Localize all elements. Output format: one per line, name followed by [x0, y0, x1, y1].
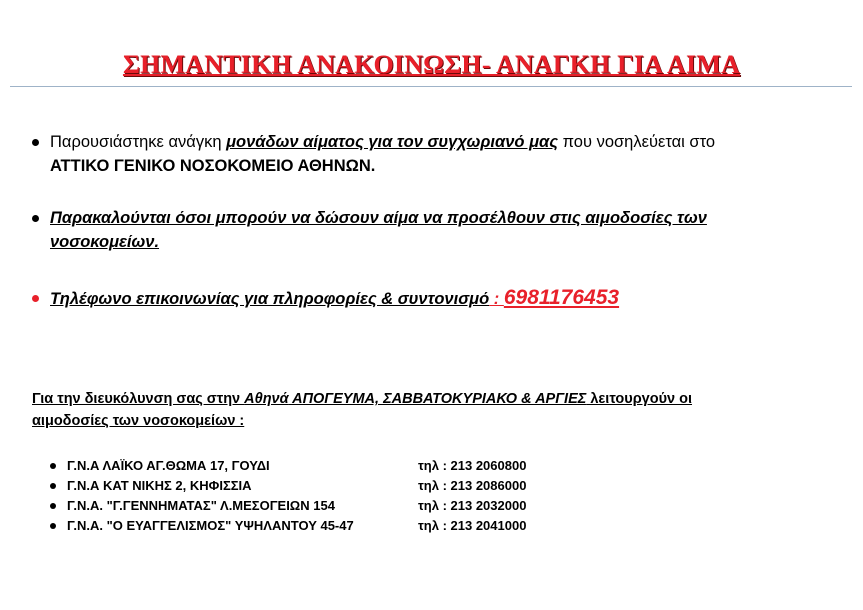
- bullet-icon: [50, 523, 56, 529]
- hospital-phone: τηλ : 213 2060800: [418, 458, 527, 473]
- hospital-phone: τηλ : 213 2086000: [418, 478, 527, 493]
- hospital-address: Γ.Ν.Α ΚΑΤ ΝΙΚΗΣ 2, ΚΗΦΙΣΣΙΑ: [67, 478, 252, 493]
- hospital-name: ΑΤΤΙΚΟ ΓΕΝΙΚΟ ΝΟΣΟΚΟΜΕΙΟ ΑΘΗΝΩΝ.: [50, 157, 376, 175]
- bullet-icon: [32, 139, 39, 146]
- need-prefix: Παρουσιάστηκε ανάγκη: [50, 133, 227, 151]
- need-emphasis: μονάδων αίματος για τον συγχωριανό μας: [226, 133, 559, 151]
- page-title: ΣΗΜΑΝΤΙΚΗ ΑΝΑΚΟΙΝΩΣΗ- ΑΝΑΓΚΗ ΓΙΑ ΑΙΜΑ: [122, 50, 741, 79]
- hospital-phone: τηλ : 213 2041000: [418, 518, 527, 533]
- info-line2: αιμοδοσίες των νοσοκομείων :: [32, 413, 245, 429]
- info-city: Αθηνά: [244, 391, 289, 407]
- info-paragraph: [32, 388, 812, 432]
- bullet-text: [50, 206, 850, 254]
- hospital-address: Γ.Ν.Α ΛΑΪΚΟ ΑΓ.ΘΩΜΑ 17, ΓΟΥΔΙ: [67, 458, 270, 473]
- request-line2: νοσοκομείων.: [50, 233, 160, 251]
- bullet-icon: [32, 295, 39, 302]
- hospital-address: Γ.Ν.Α. "Ο ΕΥΑΓΓΕΛΙΣΜΟΣ" ΥΨΗΛΑΝΤΟΥ 45-47: [67, 518, 354, 533]
- bullet-text: [50, 130, 850, 178]
- hospital-phone: τηλ : 213 2032000: [418, 498, 527, 513]
- bullet-icon: [32, 215, 39, 222]
- info-part1: Για την διευκόλυνση σας στην: [32, 391, 245, 407]
- bullet-text: [50, 286, 850, 311]
- bullet-icon: [50, 483, 56, 489]
- title-divider: [10, 86, 852, 87]
- bullet-icon: [50, 463, 56, 469]
- bullet-icon: [50, 503, 56, 509]
- contact-label: Τηλέφωνο επικοινωνίας για πληροφορίες & συντονισμό: [50, 290, 490, 308]
- hospital-address: Γ.Ν.Α. "Γ.ΓΕΝΝΗΜΑΤΑΣ" Λ.ΜΕΣΟΓΕΙΩΝ 154: [67, 498, 335, 513]
- info-part3: λειτουργούν οι: [586, 391, 693, 407]
- info-part2: ΑΠΟΓΕΥΜΑ, ΣΑΒΒΑΤΟΚΥΡΙΑΚΟ & ΑΡΓΙΕΣ: [288, 391, 587, 407]
- request-line1: Παρακαλούνται όσοι μπορούν να δώσουν αίμα να προσέλθουν στις αιμοδοσίες των: [50, 209, 707, 227]
- contact-colon: :: [489, 290, 504, 308]
- contact-phone: 6981176453: [503, 286, 620, 309]
- need-suffix: που νοσηλεύεται στο: [558, 133, 716, 151]
